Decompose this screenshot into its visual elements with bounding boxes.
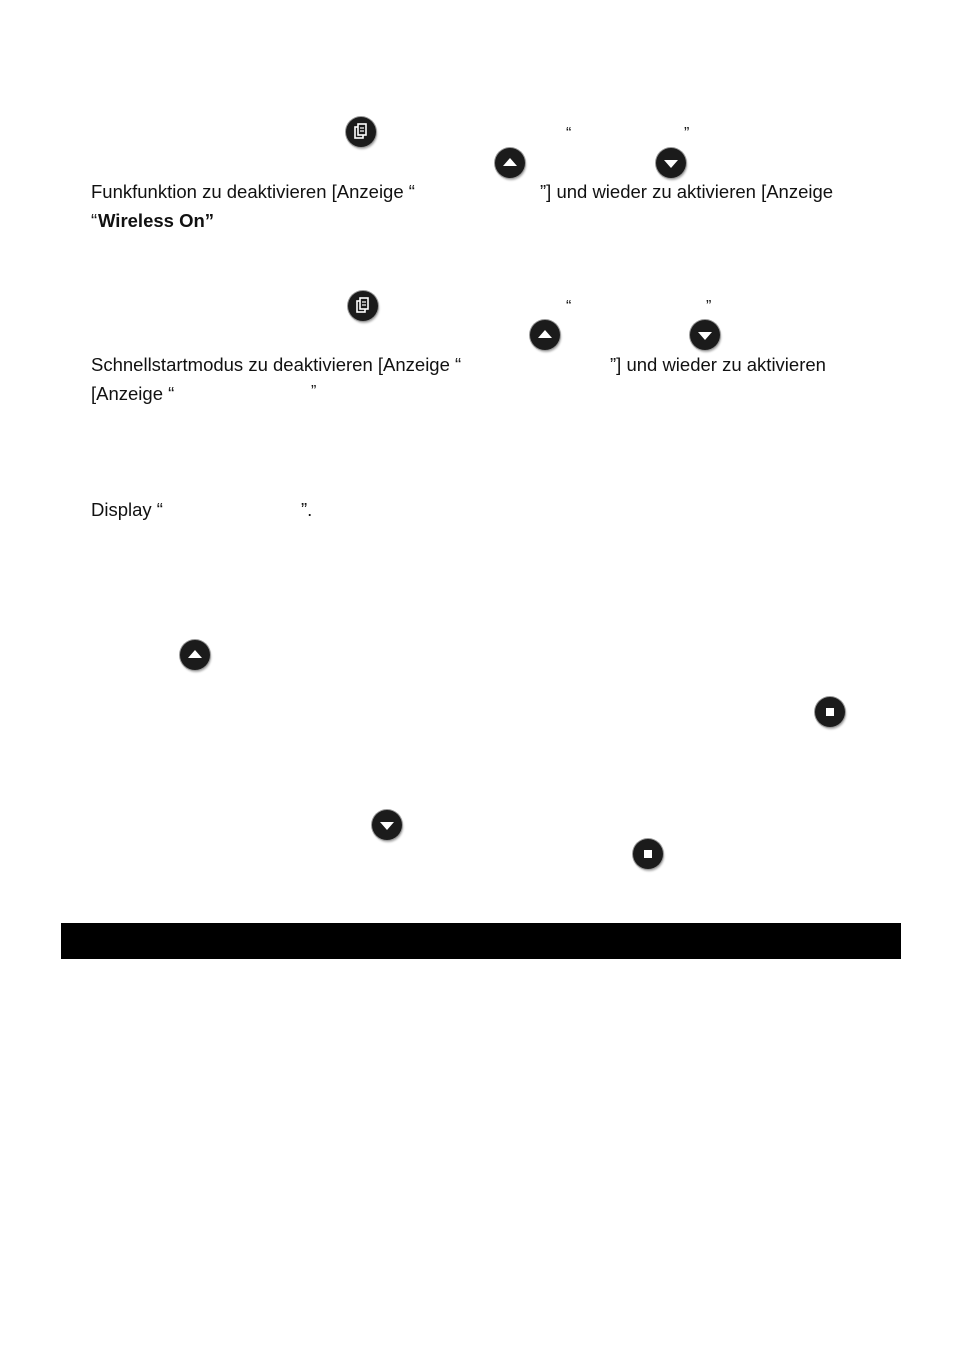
- quickstart-line4-part1: [Anzeige “: [91, 383, 175, 404]
- close-quote: ”: [684, 125, 690, 142]
- down-button-icon: [372, 810, 402, 840]
- wireless-on-quote: “: [91, 210, 98, 231]
- wireless-line-part1: Funkfunktion zu deaktivieren [Anzeige “: [91, 181, 415, 202]
- close-quote: ”: [706, 298, 712, 315]
- up-button-icon: [180, 640, 210, 670]
- mode-button-icon: [346, 117, 376, 147]
- quickstart-line4-close: ”: [311, 383, 317, 400]
- display-text-part2: ”.: [301, 499, 313, 520]
- down-button-icon: [690, 320, 720, 350]
- up-button-icon: [495, 148, 525, 178]
- mode-button-icon: [348, 291, 378, 321]
- quickstart-line-part1: Schnellstartmodus zu deaktivieren [Anzeige “: [91, 354, 462, 375]
- quickstart-line-part2: ”] und wieder zu aktivieren: [610, 354, 826, 375]
- up-button-icon: [530, 320, 560, 350]
- display-text-part1: Display “: [91, 499, 163, 520]
- down-button-icon: [656, 148, 686, 178]
- open-quote: “: [566, 298, 572, 315]
- wireless-line-part2: ”] und wieder zu aktivieren [Anzeige: [540, 181, 834, 202]
- open-quote: “: [566, 125, 572, 142]
- stop-button-icon: [633, 839, 663, 869]
- section-header-bar: [61, 923, 901, 959]
- stop-button-icon: [815, 697, 845, 727]
- wireless-on-label: Wireless On”: [98, 210, 215, 231]
